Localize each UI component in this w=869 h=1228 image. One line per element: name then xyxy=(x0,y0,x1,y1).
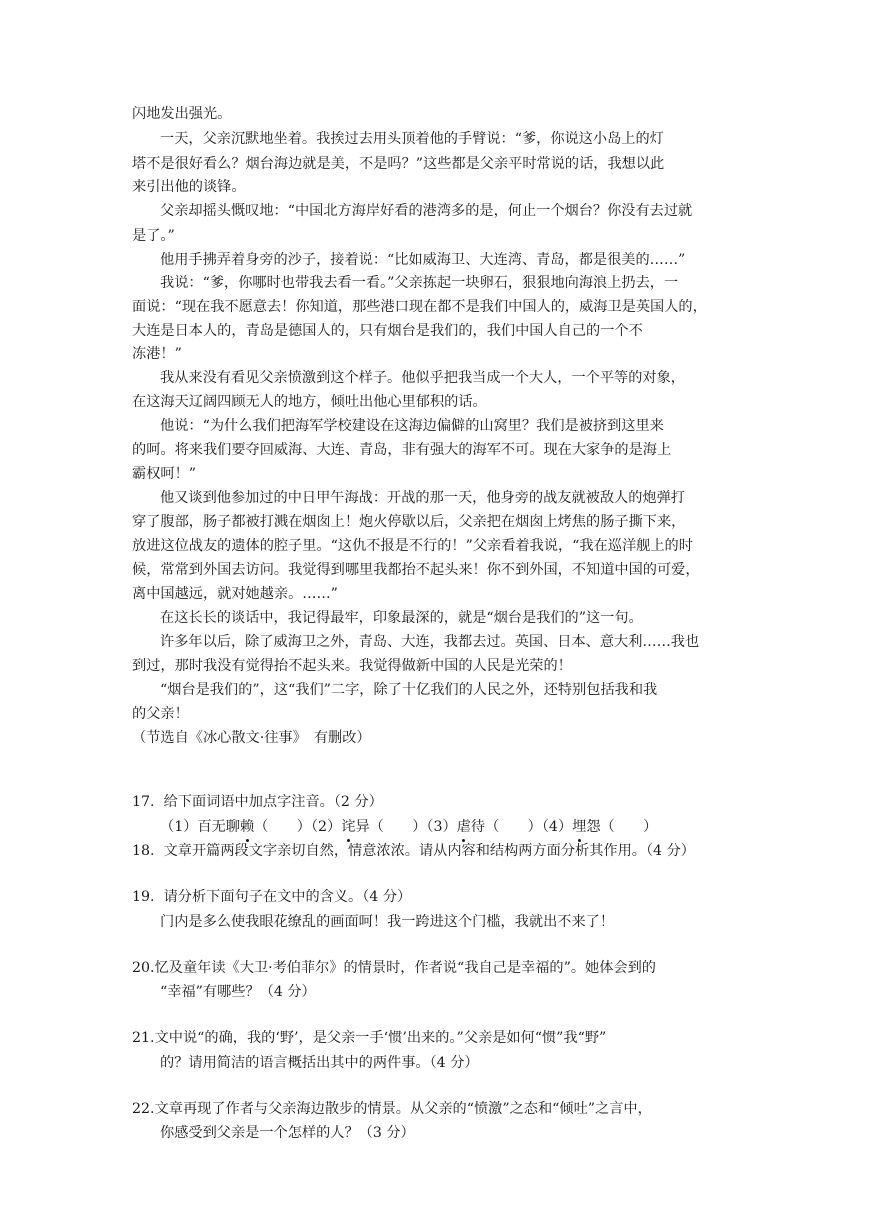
passage-line: 他又谈到他参加过的中日甲午海战：开战的那一天，他身旁的战友就被敌人的炮弹打 xyxy=(160,490,685,506)
passage-line: 穿了腹部，肠子都被打溅在烟囱上！炮火停歇以后，父亲把在烟囱上烤焦的肠子撕下来， xyxy=(132,514,686,530)
passage-line: 的父亲！ xyxy=(132,706,189,722)
question-21-line2: 的？请用简洁的语言概括出其中的两件事。（4 分） xyxy=(160,1055,479,1071)
passage-line: “烟台是我们的”，这“我们”二字，除了十亿我们的人民之外，还特别包括我和我 xyxy=(160,682,658,698)
question-19-quote: 门内是多么使我眼花缭乱的画面呵！我一跨进这个门槛，我就出不来了！ xyxy=(160,914,615,930)
passage-line: 许多年以后，除了威海卫之外，青岛、大连，我都去过。英国、日本、意大利……我也 xyxy=(160,634,700,650)
passage-line: 我从来没有看见父亲愤激到这个样子。他似乎把我当成一个大人，一个平等的对象， xyxy=(160,370,685,386)
passage-line: 塔不是很好看么？烟台海边就是美，不是吗？”这些都是父亲平时常说的话，我想以此 xyxy=(132,156,665,172)
passage-line: 面说：“现在我不愿意去！你知道，那些港口现在都不是我们中国人的，威海卫是英国人的， xyxy=(132,299,707,315)
question-20-line2: “幸福”有哪些？（4 分） xyxy=(160,984,316,1000)
passage-line: 是了。” xyxy=(132,228,175,244)
passage-line: 他用手拂弄着身旁的沙子，接着说：“比如威海卫、大连湾、青岛，都是很美的……” xyxy=(160,252,686,268)
question-21-line1: 21.文中说“的确，我的‘野’，是父亲一手‘惯’出来的。”父亲是如何“惯”我“野” xyxy=(132,1030,607,1046)
passage-line: 我说：“爹，你哪时也带我去看一看。”父亲拣起一块卵石，狠狠地向海浪上扔去，一 xyxy=(160,275,679,291)
passage-line: 他说：“为什么我们把海军学校建设在这海边偏僻的山窝里？我们是被挤到这里来 xyxy=(160,418,664,434)
passage-line: 在这长长的谈话中，我记得最牢，印象最深的，就是“烟台是我们的”这一句。 xyxy=(160,610,643,626)
question-22-line1: 22.文章再现了作者与父亲海边散步的情景。从父亲的“愤激”之态和“倾吐”之言中， xyxy=(132,1101,652,1117)
emphasis-dot-char: 虐 xyxy=(457,816,471,838)
question-22-line2: 你感受到父亲是一个怎样的人？（3 分） xyxy=(160,1125,415,1141)
passage-line: 的呵。将来我们要夺回威海、大连、青岛，非有强大的海军不可。现在大家争的是海上 xyxy=(132,442,672,458)
passage-line: 父亲却摇头慨叹地：“中国北方海岸好看的港湾多的是，何止一个烟台？你没有去过就 xyxy=(160,203,693,219)
passage-line: 霸权呵！” xyxy=(132,466,197,482)
question-17-stem: 17. 给下面词语中加点字注音。（2 分） xyxy=(132,794,383,810)
passage-line: 离中国越远，就对她越亲。……” xyxy=(132,586,338,602)
question-19-stem: 19. 请分析下面句子在文中的含义。（4 分） xyxy=(132,889,412,905)
passage-line: 大连是日本人的，青岛是德国人的，只有烟台是我们的，我们中国人自己的一个不 xyxy=(132,323,643,339)
passage-line: 候，常常到外国去访问。我觉得到哪里我都抬不起头来！你不到外国，不知道中国的可爱， xyxy=(132,562,700,578)
passage-line: 闪地发出强光。 xyxy=(132,106,232,122)
passage-line: 在这海天辽阔四顾无人的地方，倾吐出他心里郁积的话。 xyxy=(132,394,487,410)
question-20-line1: 20.忆及童年读《大卫·考伯菲尔》的情景时，作者说“我自己是幸福的”。她体会到的 xyxy=(132,960,656,976)
question-18: 18. 文章开篇两段文字亲切自然，情意浓浓。请从内容和结构两方面分析其作用。（4 分） xyxy=(132,843,695,859)
passage-line: 到过，那时我没有觉得抬不起头来。我觉得做新中国的人民是光荣的！ xyxy=(132,658,572,674)
passage-line: 放进这位战友的遗体的腔子里。“这仇不报是不行的！”父亲看着我说，“我在巡洋舰上的时 xyxy=(132,538,693,554)
passage-line: 来引出他的谈锋。 xyxy=(132,179,246,195)
passage-line: 一天，父亲沉默地坐着。我挨过去用头顶着他的手臂说：“爹，你说这小岛上的灯 xyxy=(160,131,664,147)
emphasis-dot-char: 赖 xyxy=(240,816,254,838)
passage-line: 冻港！” xyxy=(132,346,182,362)
question-17-items: （1）百无聊赖（ ）（2）诧异（ ）（3）虐待（ ）（4）埋怨（ ） xyxy=(160,816,657,838)
source-note: （节选自《冰心散文·往事》 有删改） xyxy=(132,730,371,746)
emphasis-dot-char: 埋 xyxy=(572,816,586,838)
emphasis-dot-char: 诧 xyxy=(341,816,355,838)
